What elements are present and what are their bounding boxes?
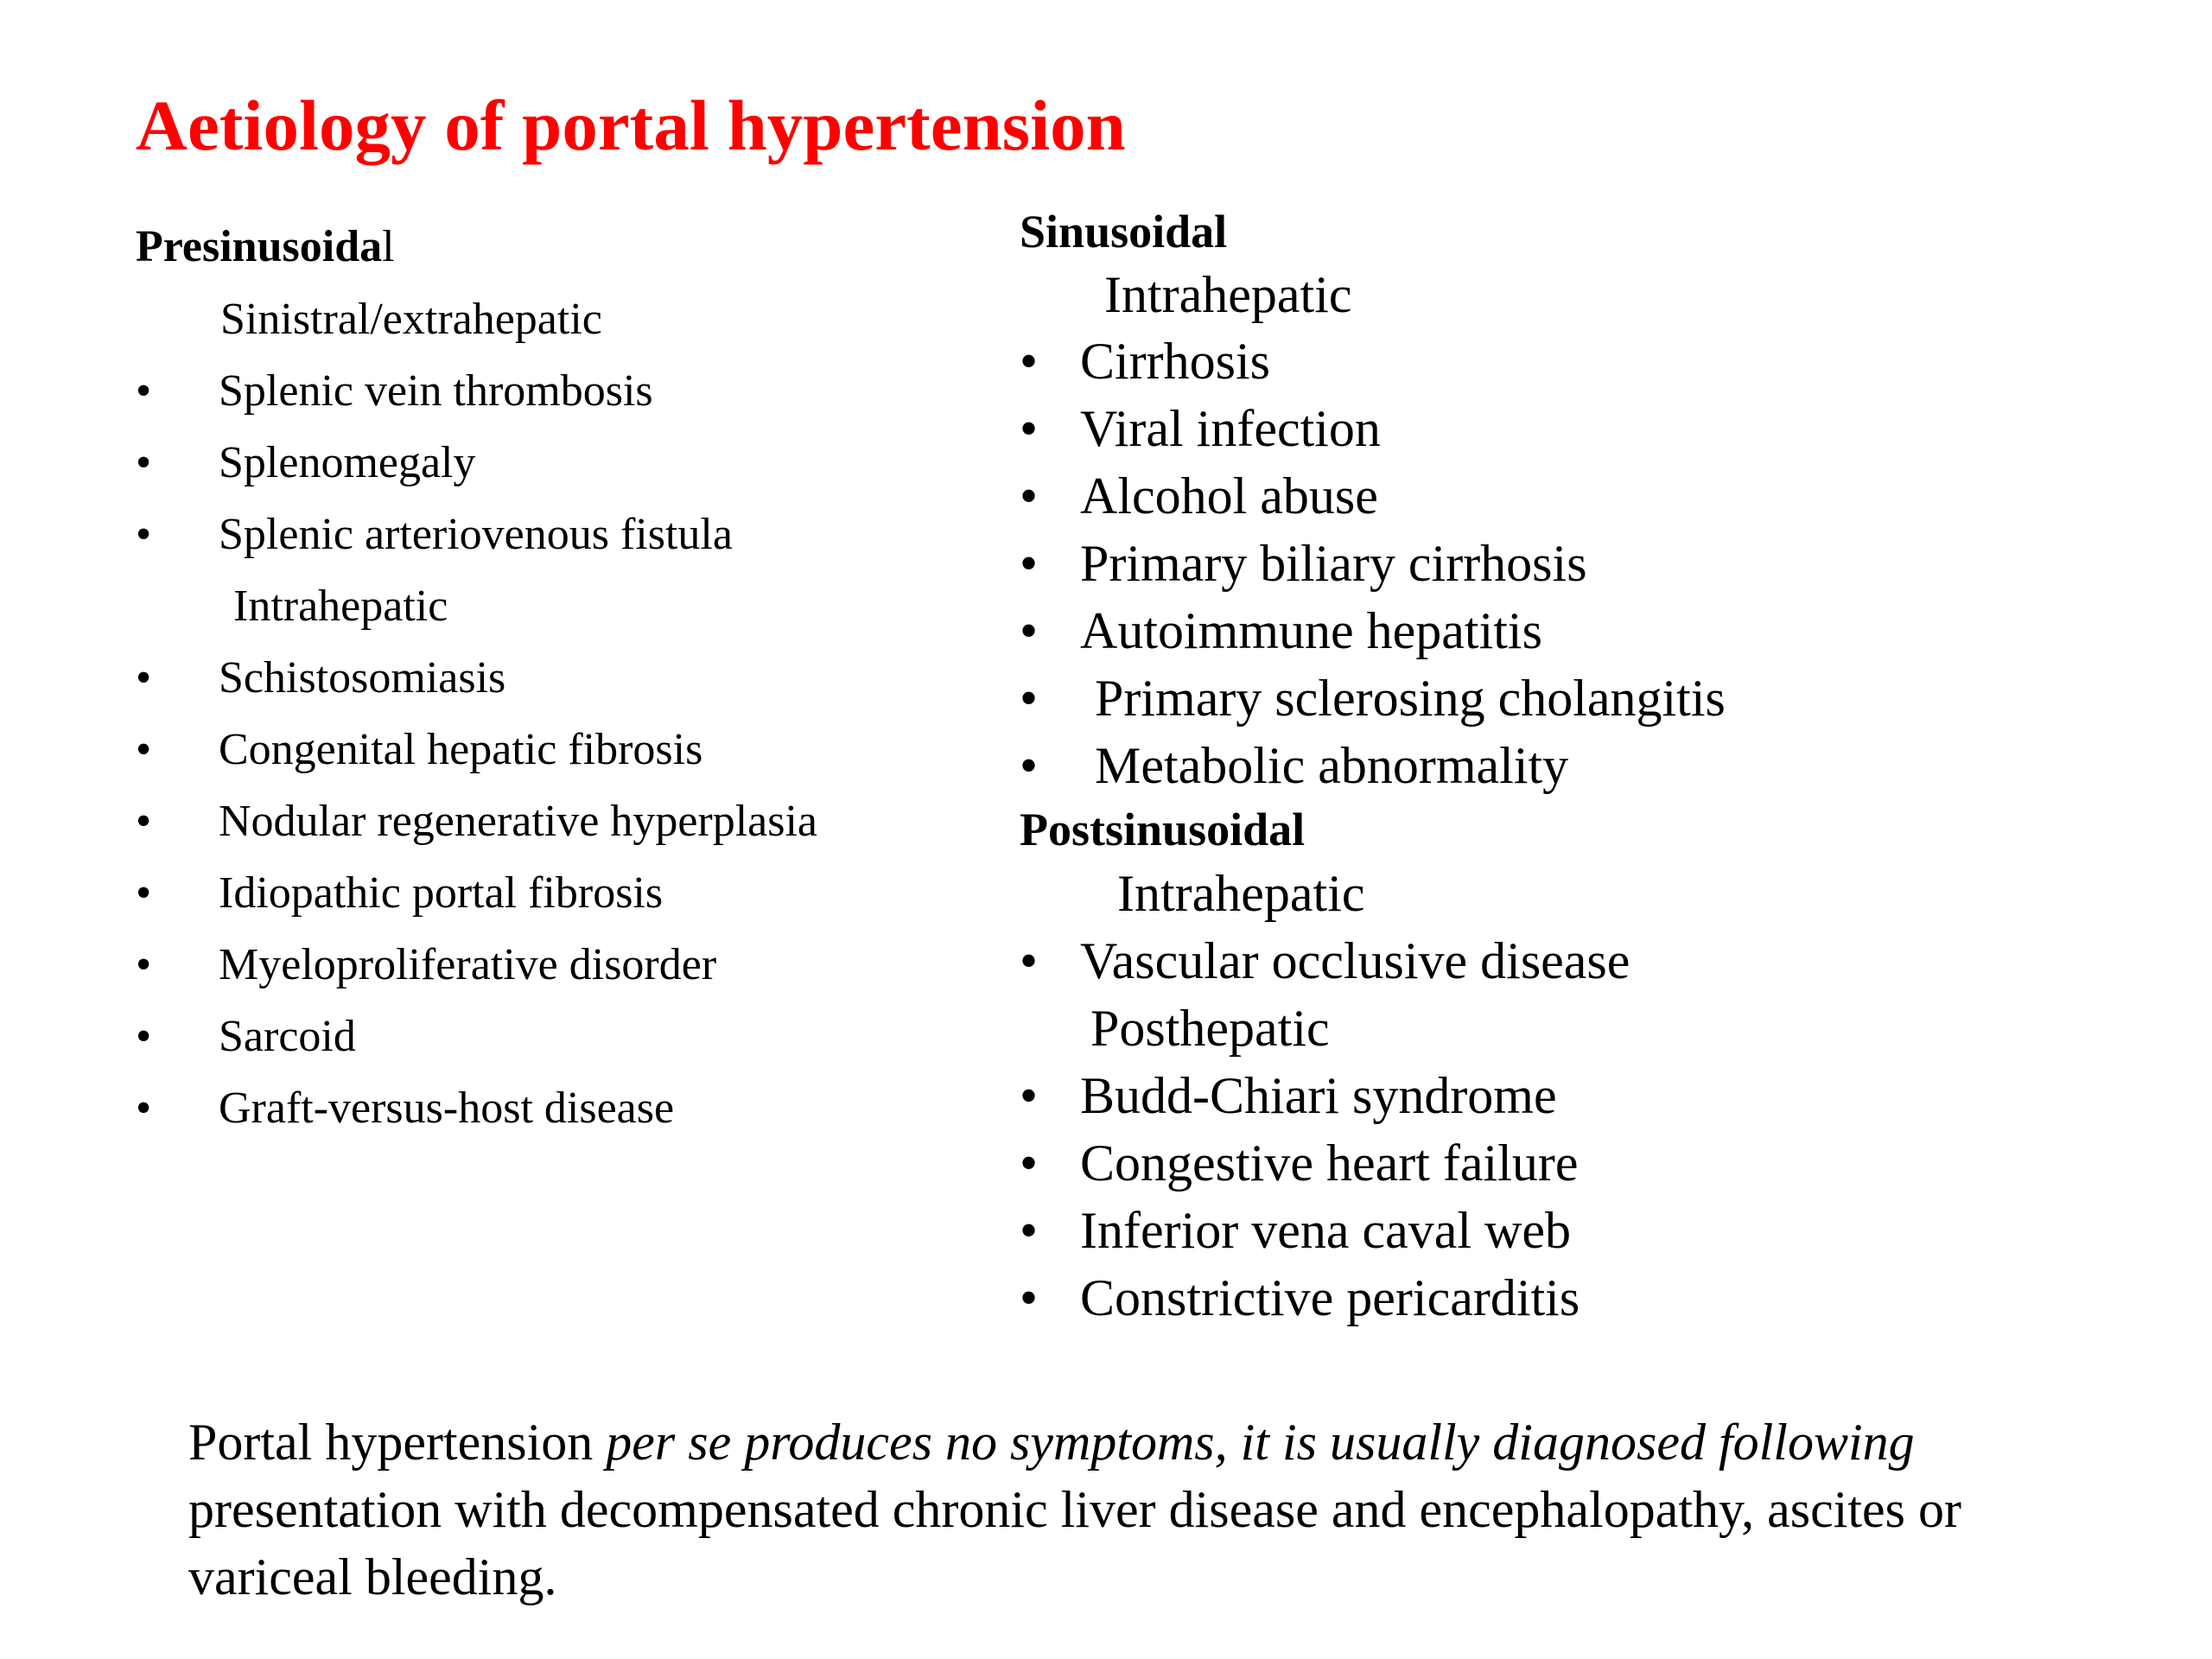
list-item-text: Alcohol abuse — [1080, 467, 1378, 524]
list-item-text: Myeloproliferative disorder — [219, 940, 717, 989]
list-item-text: Splenic vein thrombosis — [219, 366, 653, 416]
list-item-text: Schistosomiasis — [219, 653, 506, 702]
bullet-icon: • — [136, 797, 152, 846]
sinusoidal-column — [1020, 200, 2143, 1341]
note-plain-start: Portal hypertension — [188, 1414, 607, 1471]
bullet-icon: • — [136, 438, 152, 487]
bullet-icon: • — [136, 868, 152, 918]
presinusoidal-heading-bold: Presinusoida — [136, 222, 383, 271]
bullet-icon: • — [136, 653, 152, 702]
bullet-icon: • — [1020, 1269, 1039, 1326]
sinusoidal-heading: Sinusoidal — [1020, 206, 1228, 257]
slide-title: Aetiology of portal hypertension — [136, 86, 1126, 165]
bullet-icon: • — [1020, 602, 1039, 659]
bullet-icon: • — [1020, 1135, 1039, 1192]
bullet-icon: • — [136, 1012, 152, 1061]
bullet-icon: • — [1020, 1067, 1039, 1124]
bullet-icon: • — [136, 366, 152, 416]
list-item-text: Primary sclerosing cholangitis — [1095, 670, 1726, 727]
list-item-text: Congenital hepatic fibrosis — [219, 725, 703, 774]
list-item-text: Autoimmune hepatitis — [1080, 602, 1542, 659]
list-item-text: Vascular occlusive disease — [1080, 932, 1630, 989]
note-plain-end: presentation with decompensated chronic liver disease and encephalopathy, ascites or variceal bleeding. — [188, 1481, 1962, 1605]
list-item-text: Congestive heart failure — [1080, 1135, 1579, 1192]
summary-note — [188, 1408, 2089, 1611]
presinusoidal-column — [136, 216, 913, 1166]
bullet-icon: • — [1020, 737, 1039, 794]
bullet-icon: • — [136, 1084, 152, 1133]
list-item-text: Cirrhosis — [1080, 333, 1271, 390]
list-item-text: Metabolic abnormality — [1095, 737, 1569, 794]
bullet-icon: • — [1020, 932, 1039, 989]
list-item-text: Primary biliary cirrhosis — [1080, 535, 1587, 592]
list-item-text: Budd-Chiari syndrome — [1080, 1067, 1557, 1124]
intrahepatic-label: Intrahepatic — [233, 582, 448, 631]
postsinusoidal-heading: Postsinusoidal — [1020, 804, 1306, 855]
list-item-text: Constrictive pericarditis — [1080, 1269, 1580, 1326]
bullet-icon: • — [136, 940, 152, 989]
bullet-icon: • — [1020, 670, 1039, 727]
sinistral-label: Sinistral/extrahepatic — [220, 295, 602, 344]
presinusoidal-heading — [136, 221, 395, 273]
list-item-text: Viral infection — [1080, 400, 1381, 457]
presinusoidal-heading-tail: l — [382, 222, 395, 271]
bullet-icon: • — [1020, 400, 1039, 457]
list-item-text: Sarcoid — [219, 1012, 356, 1061]
list-item-text: Idiopathic portal fibrosis — [219, 868, 664, 918]
list-item-text: Splenomegaly — [219, 438, 476, 487]
list-item-text: Graft-versus-host disease — [219, 1084, 675, 1133]
bullet-icon: • — [1020, 467, 1039, 524]
list-item-text: Nodular regenerative hyperplasia — [219, 797, 818, 846]
list-item-text: Splenic arteriovenous fistula — [219, 510, 733, 559]
note-italic: per se produces no symptoms, it is usually diagnosed following — [606, 1414, 1915, 1471]
bullet-icon: • — [136, 510, 152, 559]
bullet-icon: • — [136, 725, 152, 774]
bullet-icon: • — [1020, 535, 1039, 592]
sinusoidal-intrahepatic-label: Intrahepatic — [1104, 266, 1352, 323]
postsinusoidal-intrahepatic-label: Intrahepatic — [1117, 865, 1365, 922]
posthepatic-label: Posthepatic — [1090, 1000, 1330, 1057]
bullet-icon: • — [1020, 1202, 1039, 1259]
list-item-text: Inferior vena caval web — [1080, 1202, 1572, 1259]
bullet-icon: • — [1020, 333, 1039, 390]
